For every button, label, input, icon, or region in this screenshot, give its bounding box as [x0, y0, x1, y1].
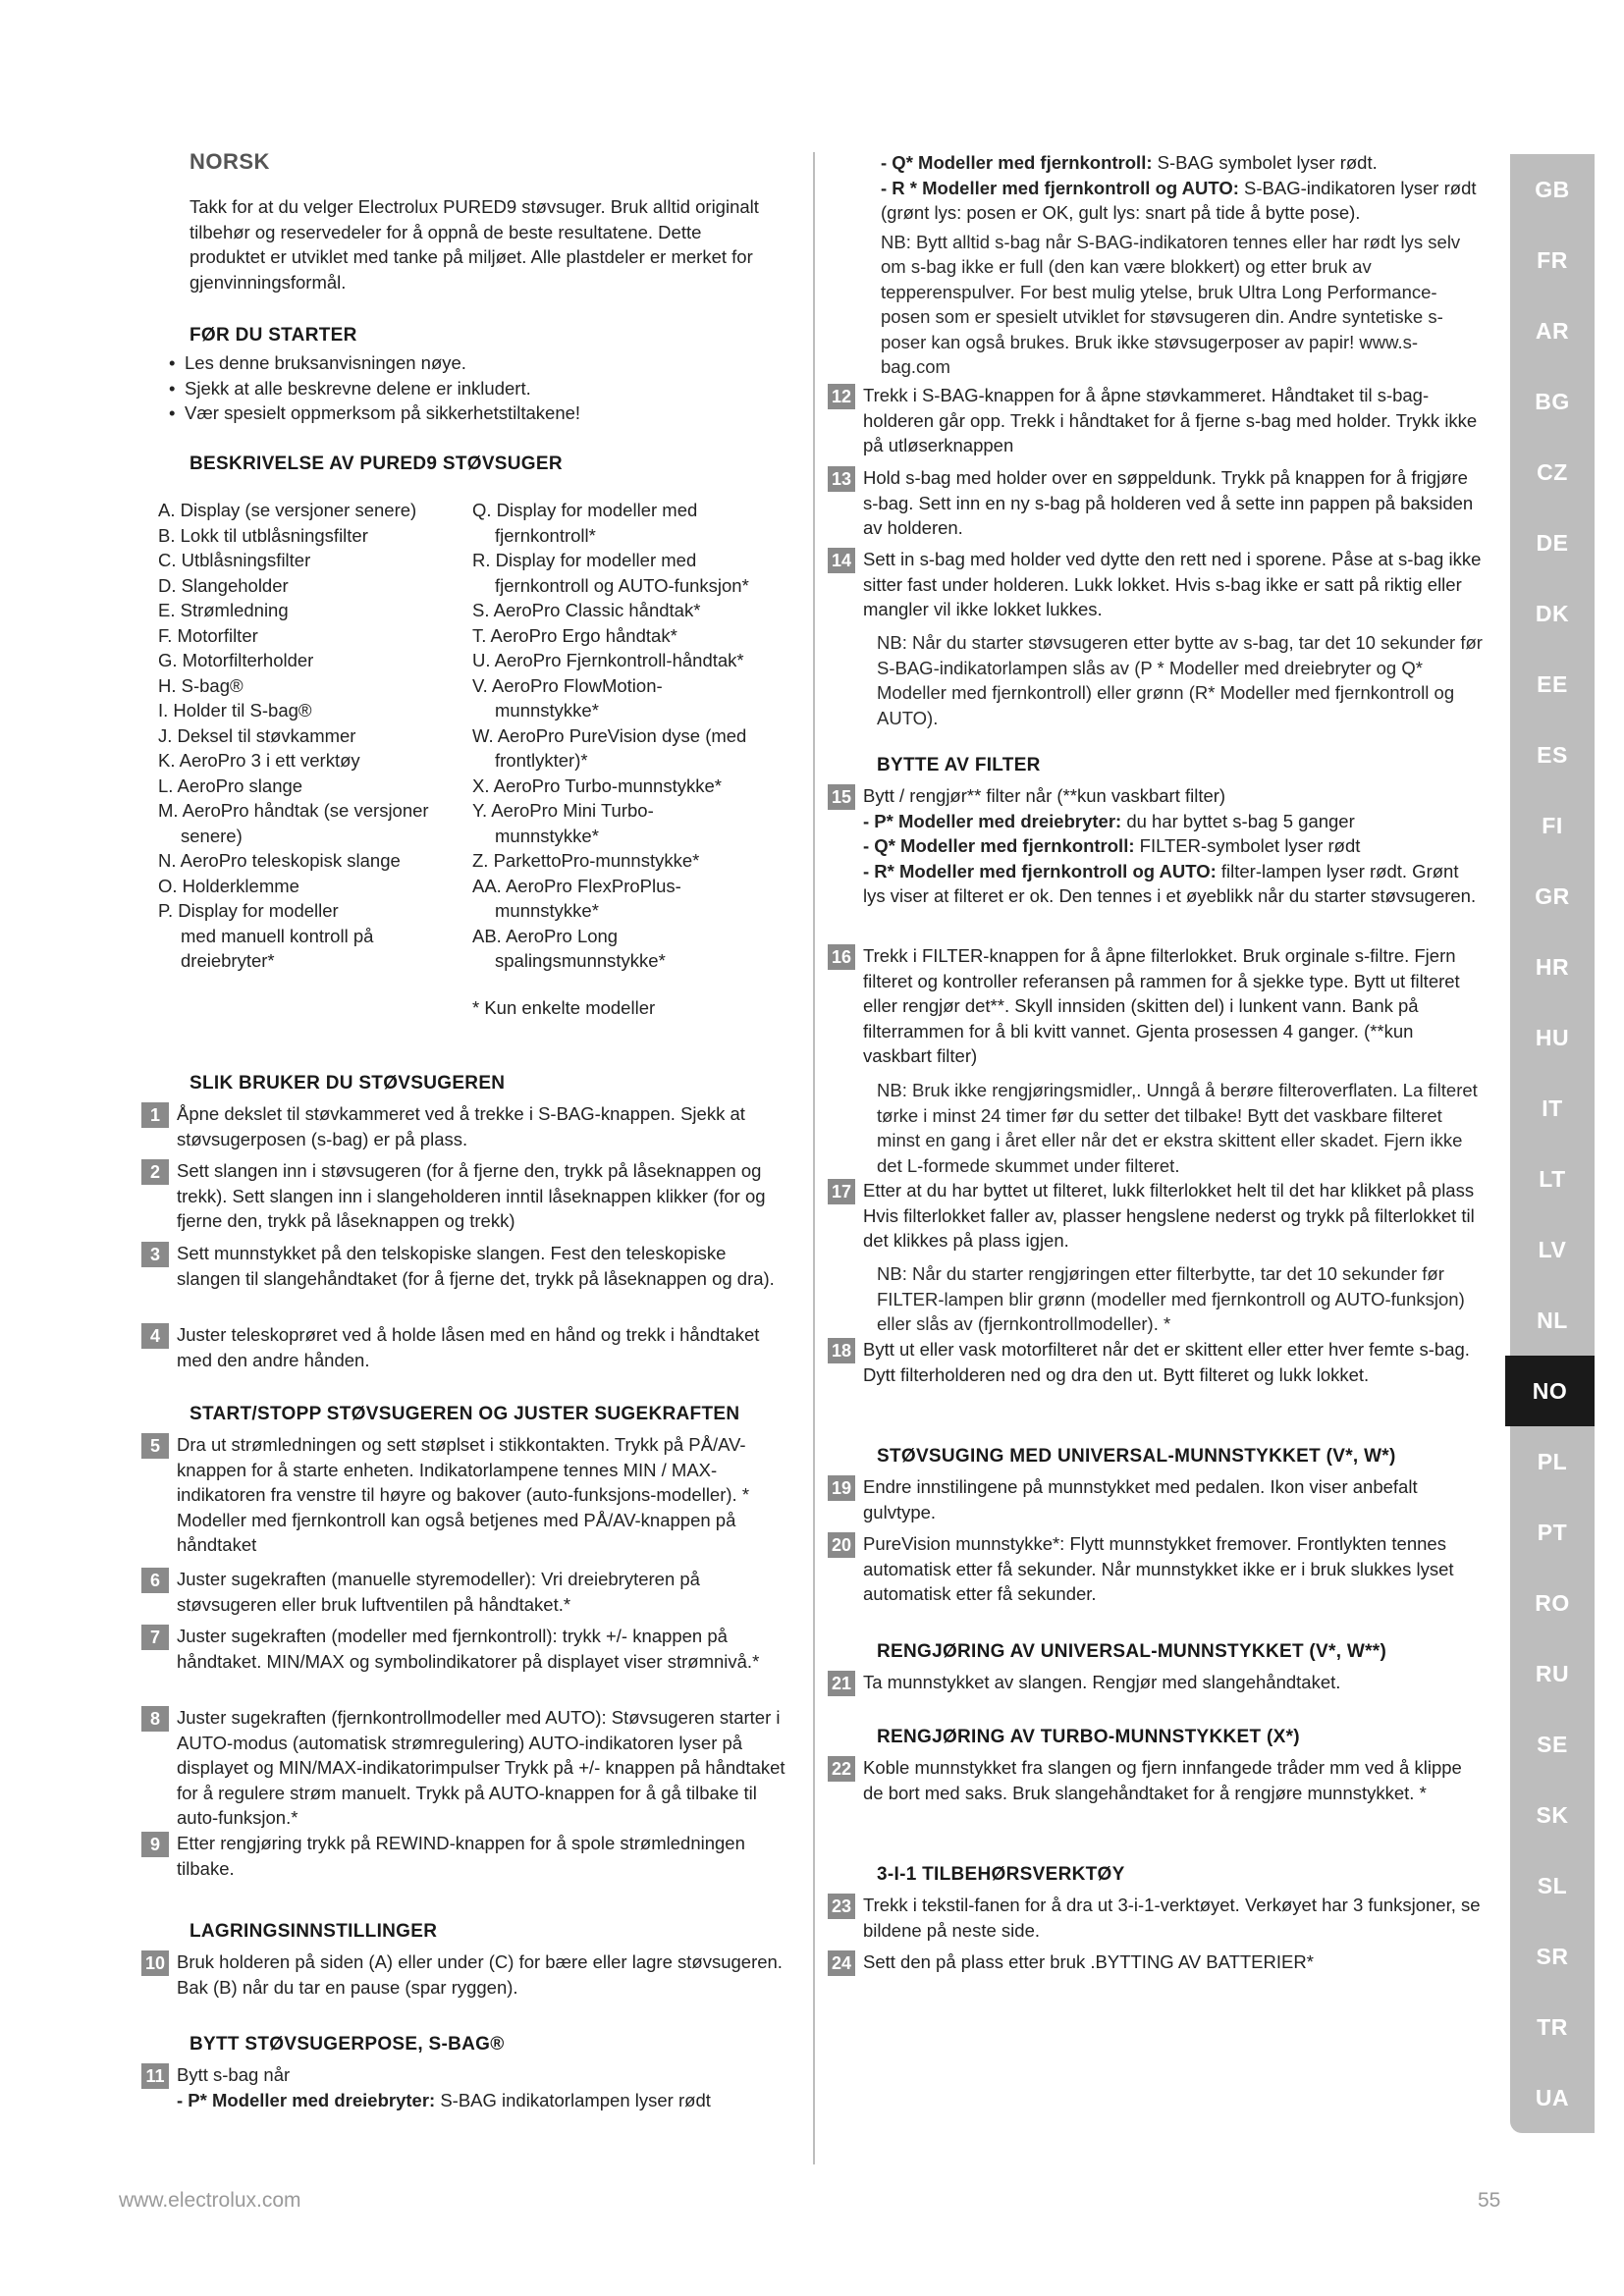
list-item: X. AeroPro Turbo-munnstykke*: [472, 774, 722, 796]
step-text: Åpne dekslet til støvkammeret ved å trekke i S-BAG-knappen. Sjekk at støvsugerposen (s-bag) er på plass.: [177, 1103, 745, 1149]
list-item: Z. ParkettoPro-munnstykke*: [472, 850, 700, 871]
step-14: [828, 547, 1486, 622]
step-number: 8: [141, 1706, 169, 1732]
list-item: spalingsmunnstykke*: [495, 950, 666, 971]
option-label: - P* Modeller med dreiebryter:: [863, 810, 1122, 831]
filter-heading: BYTTE AV FILTER: [877, 755, 1041, 775]
list-item: • Les denne bruksanvisningen nøye.: [167, 350, 776, 376]
list-item: K. AeroPro 3 i ett verktøy: [158, 750, 360, 771]
footer-url[interactable]: www.electrolux.com: [119, 2189, 301, 2212]
tab-hr[interactable]: HR: [1535, 954, 1570, 980]
list-item: E. Strømledning: [158, 600, 289, 620]
step-text: Bytt / rengjør** filter når (**kun vaskbart filter): [863, 785, 1226, 806]
description-heading: BESKRIVELSE AV PURED9 STØVSUGER: [189, 454, 563, 474]
list-item: M. AeroPro håndtak (se versjoner: [158, 800, 429, 821]
option-text: S-BAG-indikatoren lyser rødt (grønt lys: posen er OK, gult lys: snart på tide å bytte pose).: [881, 177, 1477, 223]
tab-ee[interactable]: EE: [1537, 671, 1568, 697]
list-item: munnstykke*: [495, 900, 599, 921]
step-number: 19: [828, 1475, 855, 1501]
list-item: fjernkontroll*: [495, 524, 596, 546]
step-number: 2: [141, 1159, 169, 1185]
step-text: Trekk i tekstil-fanen for å dra ut 3-i-1-verktøyet. Verkøyet har 3 funksjoner, se bildene på neste side.: [863, 1895, 1481, 1941]
step-number: 20: [828, 1532, 855, 1558]
step-number: 10: [141, 1950, 169, 1976]
step-number: 6: [141, 1568, 169, 1593]
tab-dk[interactable]: DK: [1535, 601, 1570, 626]
step-text: Hold s-bag med holder over en søppeldunk. Trykk på knappen for å frigjøre s-bag. Sett inn en ny s-bag på holderen ved å sette inn pappen på baksiden av holderen.: [863, 467, 1474, 538]
bag-note-2: NB: Når du starter støvsugeren etter bytte av s-bag, tar det 10 sekunder før S-BAG-indikatorlampen slås av (P * Modeller med dreiebryter og Q* Modeller med fjernkontroll) eller grønn (R* Modeller med fjernkontroll og AUTO).: [877, 632, 1483, 728]
step-number: 18: [828, 1338, 855, 1363]
step-number: 14: [828, 548, 855, 573]
bag-note: NB: Bytt alltid s-bag når S-BAG-indikatoren tennes eller har rødt lys selv om s-bag ikke er full (den kan være blokkert) og etter bruk av tepperenspulver. For best mulig ytelse, bruk Ultra Long Performance-posen som er spesielt utviklet for støvsugeren din. Andre syntetiske s-poser kan også brukes. Bruk ikke støvsugerposer av papir! www.s-bag.com: [881, 231, 1461, 377]
option-text: filter-lampen lyser rødt. Grønt lys viser at filteret er ok. Den tennes i et øyeblikk når du starter støvsugeren.: [863, 860, 1477, 906]
list-item: H. S-bag®: [158, 674, 244, 696]
tab-no[interactable]: NO: [1505, 1356, 1595, 1426]
step-number: 11: [141, 2063, 169, 2089]
step-24: [828, 1949, 1486, 1976]
step-number: 12: [828, 384, 855, 409]
list-item: • Sjekk at alle beskrevne delene er inkludert.: [167, 376, 776, 401]
list-item: L. AeroPro slange: [158, 774, 303, 796]
step-21: [828, 1670, 1486, 1696]
tab-fi[interactable]: FI: [1542, 813, 1563, 838]
page-number: 55: [1478, 2189, 1501, 2212]
step-text: Juster sugekraften (modeller med fjernkontroll): trykk +/- knappen på håndtaket. MIN/MAX og symbolindikatorer på displayet viser strømnivå.*: [177, 1626, 760, 1672]
list-item: senere): [181, 825, 243, 846]
tab-lv[interactable]: LV: [1538, 1237, 1567, 1262]
list-item: S. AeroPro Classic håndtak*: [472, 600, 701, 620]
parts-list-left: [158, 498, 462, 974]
tab-sl[interactable]: SL: [1537, 1873, 1568, 1898]
list-item: W. AeroPro PureVision dyse (med: [472, 724, 747, 746]
list-item: Y. AeroPro Mini Turbo-: [472, 800, 654, 821]
list-item: J. Deksel til støvkammer: [158, 724, 356, 746]
tab-cz[interactable]: CZ: [1537, 459, 1568, 485]
tab-ru[interactable]: RU: [1535, 1661, 1570, 1686]
page-language-title: NORSK: [189, 149, 270, 174]
tab-de[interactable]: DE: [1536, 530, 1569, 556]
step-number: 13: [828, 466, 855, 492]
tab-ar[interactable]: AR: [1535, 318, 1570, 344]
column-divider: [813, 152, 815, 2164]
step-text: Etter rengjøring trykk på REWIND-knappen for å spole strømledningen tilbake.: [177, 1833, 745, 1879]
list-item: munnstykke*: [495, 700, 599, 721]
clean-turbo-heading: RENGJØRING AV TURBO-MUNNSTYKKET (X*): [877, 1727, 1300, 1747]
step-2: [141, 1158, 789, 1234]
step-1: [141, 1101, 789, 1151]
step-7: [141, 1624, 789, 1674]
tab-hu[interactable]: HU: [1535, 1025, 1570, 1050]
step-text: Ta munnstykket av slangen. Rengjør med slangehåndtaket.: [863, 1672, 1341, 1692]
tab-pl[interactable]: PL: [1537, 1449, 1568, 1474]
step-20: [828, 1531, 1486, 1607]
step-12: [828, 383, 1486, 458]
step-number: 9: [141, 1832, 169, 1857]
before-start-list: [167, 350, 776, 426]
list-item: O. Holderklemme: [158, 875, 299, 896]
step-text: Endre innstilingene på munnstykket med pedalen. Ikon viser anbefalt gulvtype.: [863, 1476, 1418, 1522]
step-15: [828, 783, 1486, 909]
before-start-heading: FØR DU STARTER: [189, 325, 357, 346]
tab-tr[interactable]: TR: [1537, 2014, 1568, 2040]
list-item: med manuell kontroll på: [181, 925, 374, 946]
storage-heading: LAGRINGSINNSTILLINGER: [189, 1921, 438, 1942]
step-text: Bytt s-bag når: [177, 2064, 291, 2085]
option-label: - Q* Modeller med fjernkontroll:: [881, 152, 1153, 173]
bag-options-continued: [877, 150, 1486, 380]
step-number: 17: [828, 1179, 855, 1204]
tab-nl[interactable]: NL: [1537, 1308, 1568, 1333]
step-text: Etter at du har byttet ut filteret, lukk filterlokket helt til det har klikket på plass Hvis filterlokket faller av, plasser hengslene nederst og trykk på filterlokket til det klikkes på plass igjen.: [863, 1180, 1475, 1251]
step-text: Sett slangen inn i støvsugeren (for å fjerne den, trykk på låseknappen og trekk). Sett slangen inn i slangeholderen inntil låseknappen klikker (for og fjerne den, trykk på låseknappen og trekk): [177, 1160, 766, 1231]
list-item: R. Display for modeller med: [472, 550, 697, 570]
list-item: B. Lokk til utblåsningsfilter: [158, 524, 368, 546]
startstop-heading: START/STOPP STØVSUGEREN OG JUSTER SUGEKRAFTEN: [189, 1404, 740, 1424]
step-text: Sett den på plass etter bruk .BYTTING AV BATTERIER*: [863, 1951, 1314, 1972]
list-item: N. AeroPro teleskopisk slange: [158, 850, 401, 871]
step-19: [828, 1474, 1486, 1524]
step-text: Koble munnstykket fra slangen og fjern innfangede tråder mm ved å klippe de bort med saks. Bruk slangehåndtaket for å rengjøre munnstykket. *: [863, 1757, 1462, 1803]
list-item: U. AeroPro Fjernkontroll-håndtak*: [472, 650, 744, 670]
list-item: C. Utblåsningsfilter: [158, 550, 311, 570]
step-5: [141, 1432, 789, 1558]
tab-pt[interactable]: PT: [1537, 1520, 1568, 1545]
step-number: 4: [141, 1323, 169, 1349]
tab-it[interactable]: IT: [1542, 1095, 1563, 1121]
intro-paragraph: Takk for at du velger Electrolux PURED9 støvsuger. Bruk alltid originalt tilbehør og reservedeler for å oppnå de beste resultatene. Dette produktet er utviklet med tanke på miljøet. Alle plastdeler er merket for gjenvinningsformål.: [189, 196, 759, 293]
step-9: [141, 1831, 789, 1881]
option-text: S-BAG indikatorlampen lyser rødt: [440, 2089, 711, 2110]
tools-heading: 3-I-1 TILBEHØRSVERKTØY: [877, 1864, 1125, 1885]
step-16: [828, 943, 1486, 1069]
list-item: munnstykke*: [495, 825, 599, 846]
step-6: [141, 1567, 789, 1617]
step-number: 22: [828, 1756, 855, 1782]
bag-heading: BYTT STØVSUGERPOSE, S-BAG®: [189, 2034, 505, 2055]
tab-bg[interactable]: BG: [1535, 389, 1570, 414]
step-text: Juster sugekraften (fjernkontrollmodeller med AUTO): Støvsugeren starter i AUTO-modus (automatisk strømregulering) AUTO-indikatoren lyser på displayet og MIN/MAX-indikatorimpulser Trykk på +/- knappen på håndtaket for å regulere strøm manuelt. Trykk på AUTO-knappen for å gå tilbake til auto-funksjon.*: [177, 1707, 785, 1828]
step-11: [141, 2062, 789, 2112]
list-item: F. Motorfilter: [158, 624, 258, 646]
list-item: fjernkontroll og AUTO-funksjon*: [495, 574, 749, 596]
list-item: A. Display (se versjoner senere): [158, 500, 417, 520]
universal-heading: STØVSUGING MED UNIVERSAL-MUNNSTYKKET (V*, W*): [877, 1446, 1396, 1467]
step-text: Sett munnstykket på den telskopiske slangen. Fest den teleskopiske slangen til slangehåndtaket (for å fjerne det, trykk på låseknappen og dra).: [177, 1243, 775, 1289]
filter-note: NB: Bruk ikke rengjøringsmidler,. Unngå å berøre filteroverflaten. La filteret tørke i minst 24 timer før du setter det tilbake! Bytt det vaskbare filteret minst en gang i året eller når det er ekstra skittent eller skadet. Fjern ikke det L-formede skummet under filteret.: [877, 1080, 1478, 1176]
list-item: I. Holder til S-bag®: [158, 700, 312, 721]
step-number: 24: [828, 1950, 855, 1976]
option-label: - R * Modeller med fjernkontroll og AUTO:: [881, 177, 1239, 198]
step-10: [141, 1949, 789, 2000]
language-tab-bar: [1510, 154, 1595, 2133]
step-23: [828, 1893, 1486, 1943]
list-item: AA. AeroPro FlexProPlus-: [472, 875, 681, 896]
step-22: [828, 1755, 1486, 1805]
step-number: 21: [828, 1671, 855, 1696]
tab-sr[interactable]: SR: [1536, 1944, 1569, 1969]
parts-list-right: [472, 498, 806, 974]
step-number: 5: [141, 1433, 169, 1459]
list-item: Q. Display for modeller med: [472, 500, 698, 520]
step-number: 7: [141, 1625, 169, 1650]
step-text: Juster sugekraften (manuelle styremodeller): Vri dreiebryteren på støvsugeren eller bruk luftventilen på håndtaket.*: [177, 1569, 700, 1615]
list-item: AB. AeroPro Long: [472, 925, 619, 946]
tab-ua[interactable]: UA: [1535, 2085, 1570, 2110]
step-13: [828, 465, 1486, 541]
tab-ro[interactable]: RO: [1535, 1590, 1570, 1616]
tab-gr[interactable]: GR: [1535, 883, 1570, 909]
step-number: 1: [141, 1102, 169, 1128]
list-item: P. Display for modeller: [158, 900, 339, 921]
tab-es[interactable]: ES: [1537, 742, 1568, 768]
step-text: Trekk i FILTER-knappen for å åpne filterlokket. Bruk orginale s-filtre. Fjern filteret og kontroller referansen på rammen for å sjekke type. Bytt ut filteret eller rengjør det**. Skyll innsiden (skitten del) i lunkent vann. Bank på filterrammen for å bli kvitt vannet. Gjenta prosessen 4 ganger. (**kun vaskbart filter): [863, 945, 1460, 1066]
option-text: du har byttet s-bag 5 ganger: [1126, 810, 1355, 831]
step-text: Bytt ut eller vask motorfilteret når det er skittent eller etter hver femte s-bag. Dytt filterholderen ned og dra den ut. Bytt filteret og lukk lokket.: [863, 1339, 1470, 1385]
step-number: 3: [141, 1242, 169, 1267]
list-item: G. Motorfilterholder: [158, 650, 314, 670]
filter-note-2: NB: Når du starter rengjøringen etter filterbytte, tar det 10 sekunder før FILTER-lampen blir grønn (modeller med fjernkontroll og AUTO-funksjon) eller slås av (fjernkontrollmodeller). *: [877, 1263, 1465, 1334]
description-footnote: * Kun enkelte modeller: [472, 997, 656, 1018]
step-text: Juster teleskoprøret ved å holde låsen med en hånd og trekk i håndtaket med den andre hånden.: [177, 1324, 760, 1370]
step-text: PureVision munnstykke*: Flytt munnstykket fremover. Frontlykten tennes automatisk etter få sekunder. Når munnstykket ikke er i bruk slukkes lyset automatisk etter få sekunder.: [863, 1533, 1454, 1604]
step-8: [141, 1705, 789, 1831]
list-item: frontlykter)*: [495, 750, 588, 771]
option-label: - Q* Modeller med fjernkontroll:: [863, 835, 1135, 856]
step-number: 15: [828, 784, 855, 810]
tab-se[interactable]: SE: [1537, 1732, 1568, 1757]
option-label: - R* Modeller med fjernkontroll og AUTO:: [863, 860, 1217, 881]
step-text: Sett in s-bag med holder ved dytte den rett ned i sporene. Påse at s-bag ikke sitter fast under holderen. Lukk lokket. Hvis s-bag ikke er satt på riktig eller mangler vil ikke lokket lukkes.: [863, 549, 1482, 619]
step-text: Trekk i S-BAG-knappen for å åpne støvkammeret. Håndtaket til s-bag-holderen går opp. Trekk i håndtaket for å fjerne s-bag med holder. Trykk ikke på utløserknappen: [863, 385, 1478, 455]
tab-fr[interactable]: FR: [1537, 247, 1568, 273]
list-item: V. AeroPro FlowMotion-: [472, 674, 663, 696]
usage-heading: SLIK BRUKER DU STØVSUGEREN: [189, 1073, 506, 1094]
step-4: [141, 1322, 789, 1372]
step-text: Dra ut strømledningen og sett støplset i stikkontakten. Trykk på PÅ/AV-knappen for å starte enheten. Indikatorlampene tennes MIN / MAX-indikatoren fra venstre til høyre og bakover (auto-funksjons-modeller). * Modeller med fjernkontroll kan også betjenes med PÅ/AV-knappen på håndtaket: [177, 1434, 750, 1555]
list-item: • Vær spesielt oppmerksom på sikkerhetstiltakene!: [167, 400, 776, 426]
option-label: - P* Modeller med dreiebryter:: [177, 2089, 436, 2110]
step-number: 23: [828, 1894, 855, 1919]
clean-universal-heading: RENGJØRING AV UNIVERSAL-MUNNSTYKKET (V*, W**): [877, 1641, 1387, 1662]
tab-sk[interactable]: SK: [1536, 1802, 1569, 1828]
step-number: 16: [828, 944, 855, 970]
step-text: Bruk holderen på siden (A) eller under (C) for bære eller lagre støvsugeren. Bak (B) når du tar en pause (spar ryggen).: [177, 1951, 783, 1998]
list-item: D. Slangeholder: [158, 574, 289, 596]
step-3: [141, 1241, 789, 1291]
step-17: [828, 1178, 1486, 1254]
step-18: [828, 1337, 1486, 1387]
tab-lt[interactable]: LT: [1539, 1166, 1566, 1192]
list-item: dreiebryter*: [181, 950, 275, 971]
option-text: FILTER-symbolet lyser rødt: [1139, 835, 1361, 856]
list-item: T. AeroPro Ergo håndtak*: [472, 624, 677, 646]
tab-gb[interactable]: GB: [1535, 177, 1570, 202]
option-text: S-BAG symbolet lyser rødt.: [1157, 152, 1378, 173]
